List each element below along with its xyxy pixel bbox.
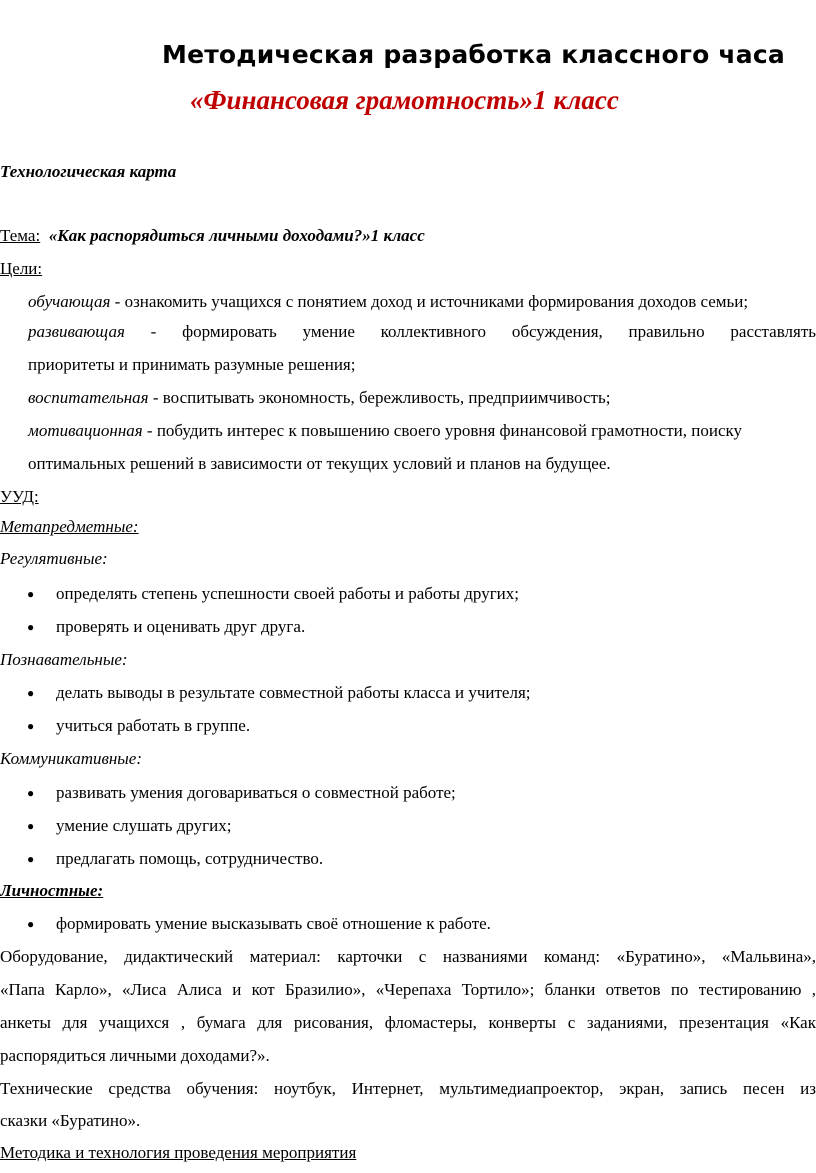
goal-type: развивающая (28, 322, 125, 341)
list-item-text: формировать умение высказывать своё отношение к работе. (56, 914, 491, 933)
list-item-text: умение слушать других; (56, 816, 232, 835)
goal-text: - побудить интерес к повышению своего уровня финансовой грамотности, поиску (142, 421, 743, 440)
equipment-line: Оборудование, дидактический материал: карточки с названиями команд: «Буратино», «Мальвина», (0, 947, 816, 966)
personal-label: Личностные: (0, 881, 104, 900)
list-item-text: учиться работать в группе. (56, 716, 251, 735)
topic-line (0, 226, 425, 246)
bullet-icon: ● (27, 852, 35, 866)
goal-type: воспитательная (28, 388, 149, 407)
goals-label: Цели: (0, 259, 43, 278)
bullet-icon: ● (27, 819, 35, 833)
methodology-heading: Методика и технология проведения мероприятия (0, 1143, 357, 1162)
equipment-line: анкеты для учащихся , бумага для рисования, фломастеры, конверты с заданиями, презентация «Как (0, 1013, 816, 1032)
goal-item (28, 388, 610, 408)
goal-item (28, 292, 748, 312)
tech-means-line: Технические средства обучения: ноутбук, Интернет, мультимедиапроектор, экран, запись песен из (0, 1079, 816, 1098)
goal-text: - ознакомить учащихся с понятием доход и источниками формирования доходов семьи; (110, 292, 749, 311)
goal-text-continued: оптимальных решений в зависимости от текущих условий и планов на будущее. (28, 454, 611, 473)
cognitive-label: Познавательные: (0, 650, 128, 669)
goal-type: обучающая (28, 292, 111, 311)
list-item-text: проверять и оценивать друг друга. (56, 617, 306, 636)
bullet-icon: ● (27, 587, 35, 601)
list-item-text: развивать умения договариваться о совместной работе; (56, 783, 456, 802)
goal-text-continued: приоритеты и принимать разумные решения; (28, 355, 356, 374)
regulative-label: Регулятивные: (0, 549, 108, 568)
list-item-text: определять степень успешности своей работы и работы других; (56, 584, 520, 603)
goal-item (28, 322, 816, 342)
tech-means-line: сказки «Буратино». (0, 1111, 141, 1130)
tech-card-heading: Технологическая карта (0, 162, 177, 181)
bullet-icon: ● (27, 686, 35, 700)
equipment-line: распорядиться личными доходами?». (0, 1046, 270, 1065)
bullet-icon: ● (27, 786, 35, 800)
document-subtitle: «Финансовая грамотность»1 класс (190, 85, 619, 115)
goal-type: мотивационная (28, 421, 143, 440)
bullet-icon: ● (27, 620, 35, 634)
goal-text: - воспитывать экономность, бережливость, предприимчивость; (148, 388, 611, 407)
bullet-icon: ● (27, 719, 35, 733)
goal-item (28, 421, 742, 441)
goal-text: - формировать умение коллективного обсуждения, правильно расставлять (124, 322, 816, 341)
equipment-line: «Папа Карло», «Лиса Алиса и кот Бразилио», «Черепаха Тортило»; бланки ответов по тестированию , (0, 980, 816, 999)
uud-label: УУД: (0, 487, 39, 506)
bullet-icon: ● (27, 917, 35, 931)
list-item-text: делать выводы в результате совместной работы класса и учителя; (56, 683, 531, 702)
document-title: Методическая разработка классного часа (162, 40, 785, 69)
meta-label: Метапредметные: (0, 517, 139, 536)
list-item-text: предлагать помощь, сотрудничество. (56, 849, 324, 868)
topic-value: «Как распорядиться личными доходами?»1 класс (48, 226, 425, 245)
topic-label: Тема: (0, 226, 41, 245)
communicative-label: Коммуникативные: (0, 749, 143, 768)
